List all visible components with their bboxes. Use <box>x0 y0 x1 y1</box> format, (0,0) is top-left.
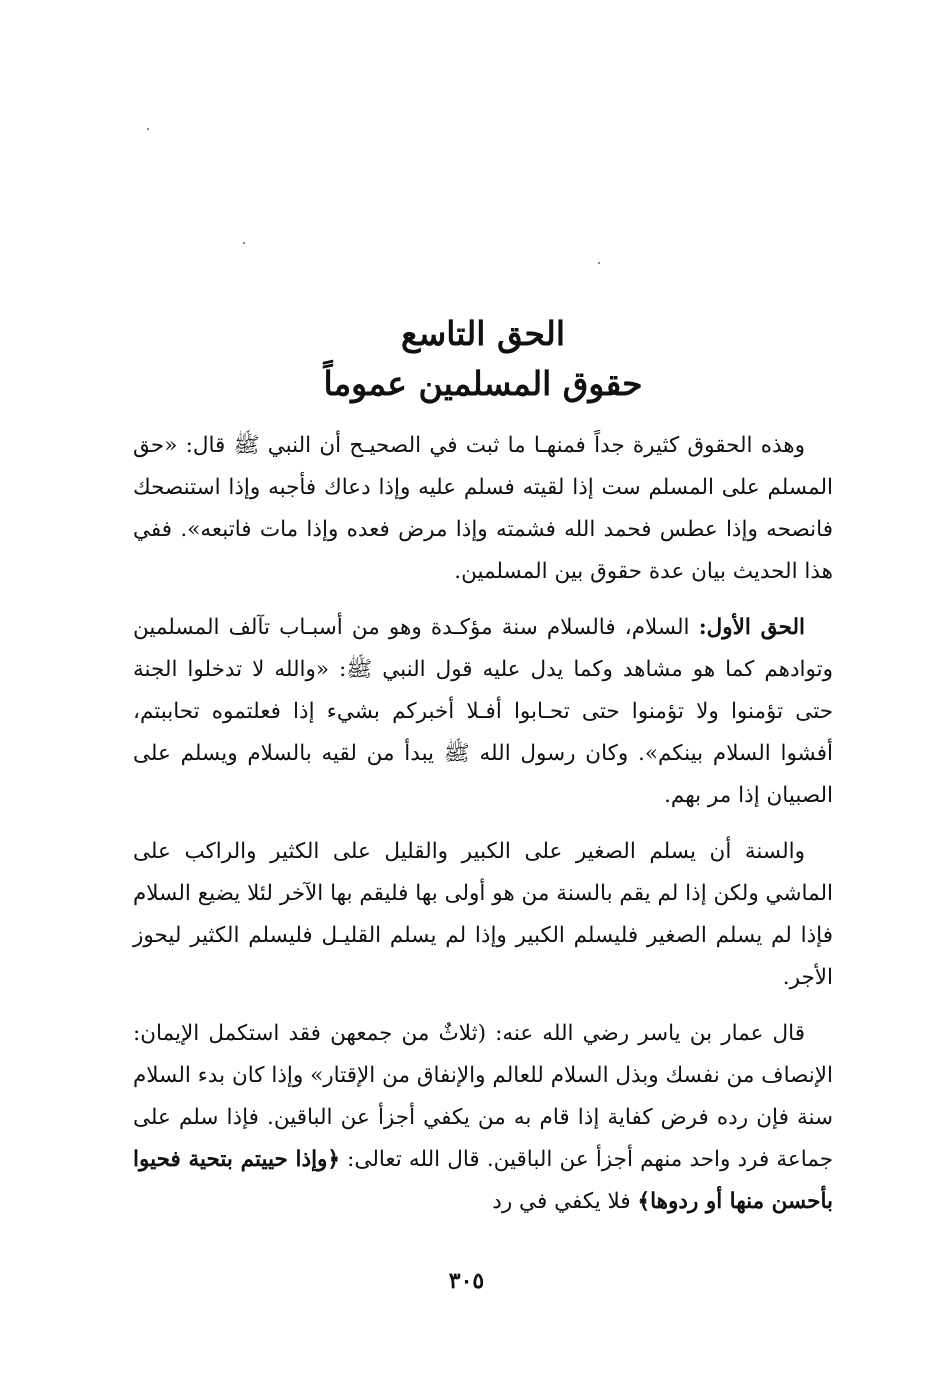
paragraph-text: قال عمار بن ياسر رضي الله عنه: (ثلاثٌ من جمعهن فقد استكمل الإيمان: الإنصاف من نفسك وبذل السلام للعالم والإنفاق من الإقتار» وإذا كان بدء السلام سنة فإن رده فرض كفاية إذا قام به من يكفي أجزأ عن الباقين. فإذا سلم على جماعة فرد واحد منهم أجزأ عن الباقين. قال الله تعالى: <box>133 1021 833 1172</box>
chapter-title: الحق التاسع <box>401 314 565 353</box>
scan-speck <box>598 262 600 264</box>
paragraph-text: والسنة أن يسلم الصغير على الكبير والقليل على الكثير والراكب على الماشي ولكن إذا لم يقم بالسنة من هو أولى بها فليقم بها الآخر لئلا يضيع السلام فإذا لم يسلم الصغير فليسلم الكبير وإذا لم يسلم القليـل فليسلم الكثير ليحوز الأجر. <box>133 839 833 990</box>
paragraph-4 <box>133 1013 833 1223</box>
scan-speck <box>243 242 245 244</box>
chapter-subtitle: حقوق المسلمين عموماً <box>323 364 643 403</box>
paragraph-1 <box>133 425 833 593</box>
body-text <box>133 425 833 1237</box>
paragraph-text: وهذه الحقوق كثيرة جداً فمنهـا ما ثبت في الصحيـح أن النبي ﷺ قال: «حق المسلم على المسلم ست إذا لقيته فسلم عليه وإذا دعاك فأجبه وإذا استنصحك فانصحه وإذا عطس فحمد الله فشمته وإذا مرض فعده وإذا مات فاتبعه». ففي هذا الحديث بيان عدة حقوق بين المسلمين. <box>133 433 833 584</box>
paragraph-2 <box>133 607 833 817</box>
quran-verse: ﴿وإذا حييتم بتحية فحيوا بأحسن منها أو ردوها﴾ <box>133 1147 833 1214</box>
page-number: ٣٠٥ <box>448 1268 485 1294</box>
paragraph-lead: الحق الأول: <box>698 615 805 640</box>
paragraph-text: فلا يكفي في رد <box>492 1189 638 1214</box>
paragraph-text: السلام، فالسلام سنة مؤكـدة وهو من أسبـاب تآلف المسلمين وتوادهم كما هو مشاهد وكما يدل عليه قول النبي ﷺ: «والله لا تدخلوا الجنة حتى تؤمنوا ولا تؤمنوا حتى تحـابوا أفـلا أخبركم بشيء إذا فعلتموه تحاببتم، أفشوا السلام بينكم». وكان رسول الله ﷺ يبدأ من لقيه بالسلام ويسلم على الصبيان إذا مر بهم. <box>133 615 833 808</box>
scan-speck <box>147 128 149 130</box>
paragraph-3 <box>133 831 833 999</box>
